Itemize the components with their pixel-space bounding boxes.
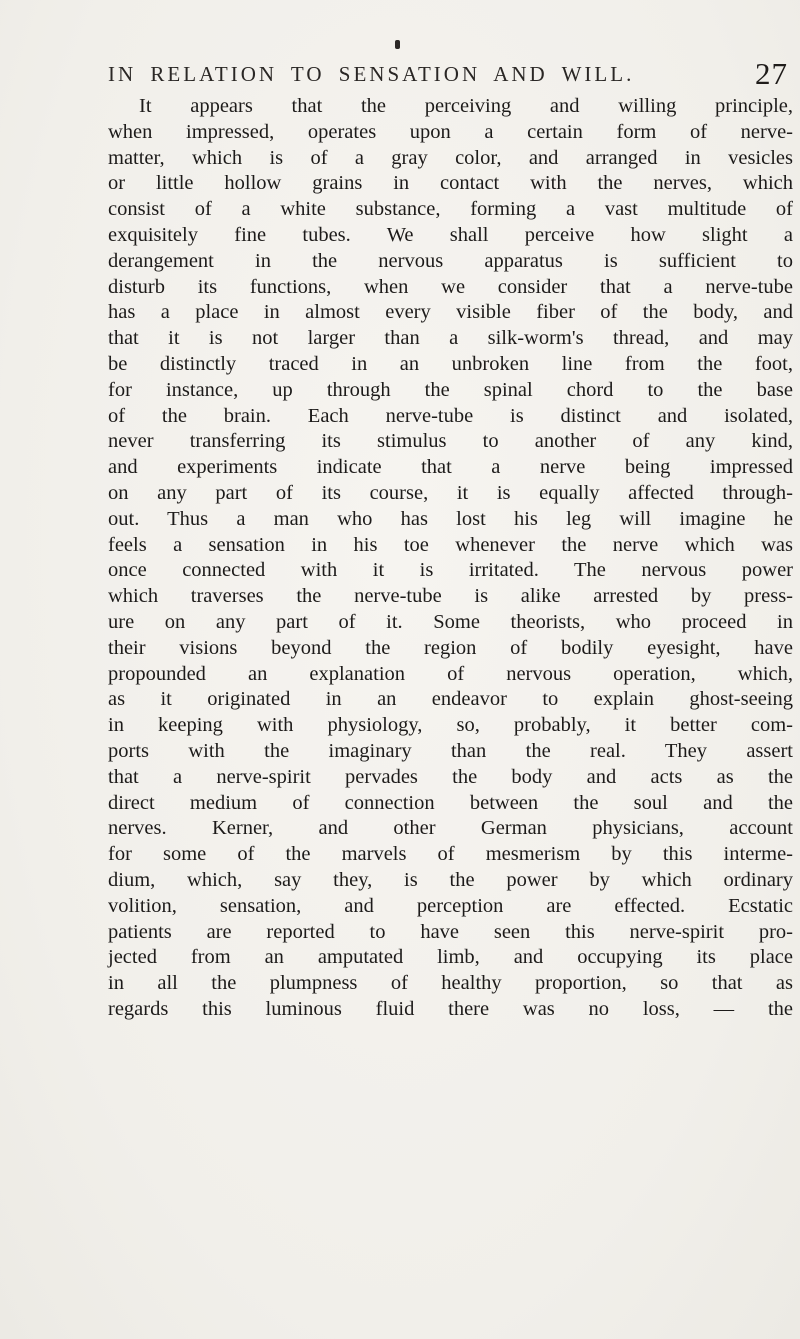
text-line: that a nerve-spirit pervades the body and acts as the bbox=[108, 765, 793, 788]
text-line: ure on any part of it. Some theorists, who proceed in bbox=[108, 610, 793, 633]
text-line: once connected with it is irritated. The nervous power bbox=[108, 559, 793, 582]
text-line: on any part of its course, it is equally affected through- bbox=[108, 481, 793, 504]
text-line: consist of a white substance, forming a vast multitude of bbox=[108, 198, 793, 221]
ink-speck bbox=[395, 40, 400, 49]
text-line: in all the plumpness of healthy proportion, so that as bbox=[108, 972, 793, 995]
text-line: that it is not larger than a silk-worm's thread, and may bbox=[108, 327, 793, 350]
text-line: of the brain. Each nerve-tube is distinct and isolated, bbox=[108, 404, 793, 427]
text-line: volition, sensation, and perception are effected. Ecstatic bbox=[108, 894, 793, 917]
text-line: nerves. Kerner, and other German physicians, account bbox=[108, 817, 793, 840]
running-title: IN RELATION TO SENSATION AND WILL. bbox=[108, 62, 635, 86]
page-number: 27 bbox=[755, 56, 788, 91]
text-line: propounded an explanation of nervous operation, which, bbox=[108, 662, 793, 685]
text-line: patients are reported to have seen this nerve-spirit pro- bbox=[108, 920, 793, 943]
text-line: in keeping with physiology, so, probably, it better com- bbox=[108, 714, 793, 737]
text-line: disturb its functions, when we consider that a nerve-tube bbox=[108, 275, 793, 298]
text-line: jected from an amputated limb, and occupying its place bbox=[108, 946, 793, 969]
text-line: has a place in almost every visible fiber of the body, and bbox=[108, 301, 793, 324]
text-line: regards this luminous fluid there was no loss, — the bbox=[108, 997, 793, 1020]
text-line: be distinctly traced in an unbroken line from the foot, bbox=[108, 352, 793, 375]
text-line: derangement in the nervous apparatus is sufficient to bbox=[108, 249, 793, 272]
text-line: or little hollow grains in contact with the nerves, which bbox=[108, 172, 793, 195]
text-line: their visions beyond the region of bodily eyesight, have bbox=[108, 636, 793, 659]
text-line: which traverses the nerve-tube is alike arrested by press- bbox=[108, 585, 793, 608]
text-line: feels a sensation in his toe whenever the nerve which was bbox=[108, 533, 793, 556]
text-line: It appears that the perceiving and willing principle, bbox=[139, 95, 793, 117]
text-line: as it originated in an endeavor to explain ghost-seeing bbox=[108, 688, 793, 711]
body-paragraph bbox=[108, 94, 793, 1023]
text-line: direct medium of connection between the soul and the bbox=[108, 791, 793, 814]
text-line: out. Thus a man who has lost his leg will imagine he bbox=[108, 507, 793, 530]
text-line: and experiments indicate that a nerve being impressed bbox=[108, 456, 793, 479]
text-line: when impressed, operates upon a certain form of nerve- bbox=[108, 120, 793, 143]
text-line: ports with the imaginary than the real. They assert bbox=[108, 739, 793, 762]
text-line: never transferring its stimulus to another of any kind, bbox=[108, 430, 793, 453]
running-header bbox=[108, 56, 798, 90]
text-line: dium, which, say they, is the power by which ordinary bbox=[108, 868, 793, 891]
text-line: for instance, up through the spinal chord to the base bbox=[108, 378, 793, 401]
text-line: matter, which is of a gray color, and arranged in vesicles bbox=[108, 146, 793, 169]
text-line: for some of the marvels of mesmerism by this interme- bbox=[108, 843, 793, 866]
text-line: exquisitely fine tubes. We shall perceive how slight a bbox=[108, 223, 793, 246]
